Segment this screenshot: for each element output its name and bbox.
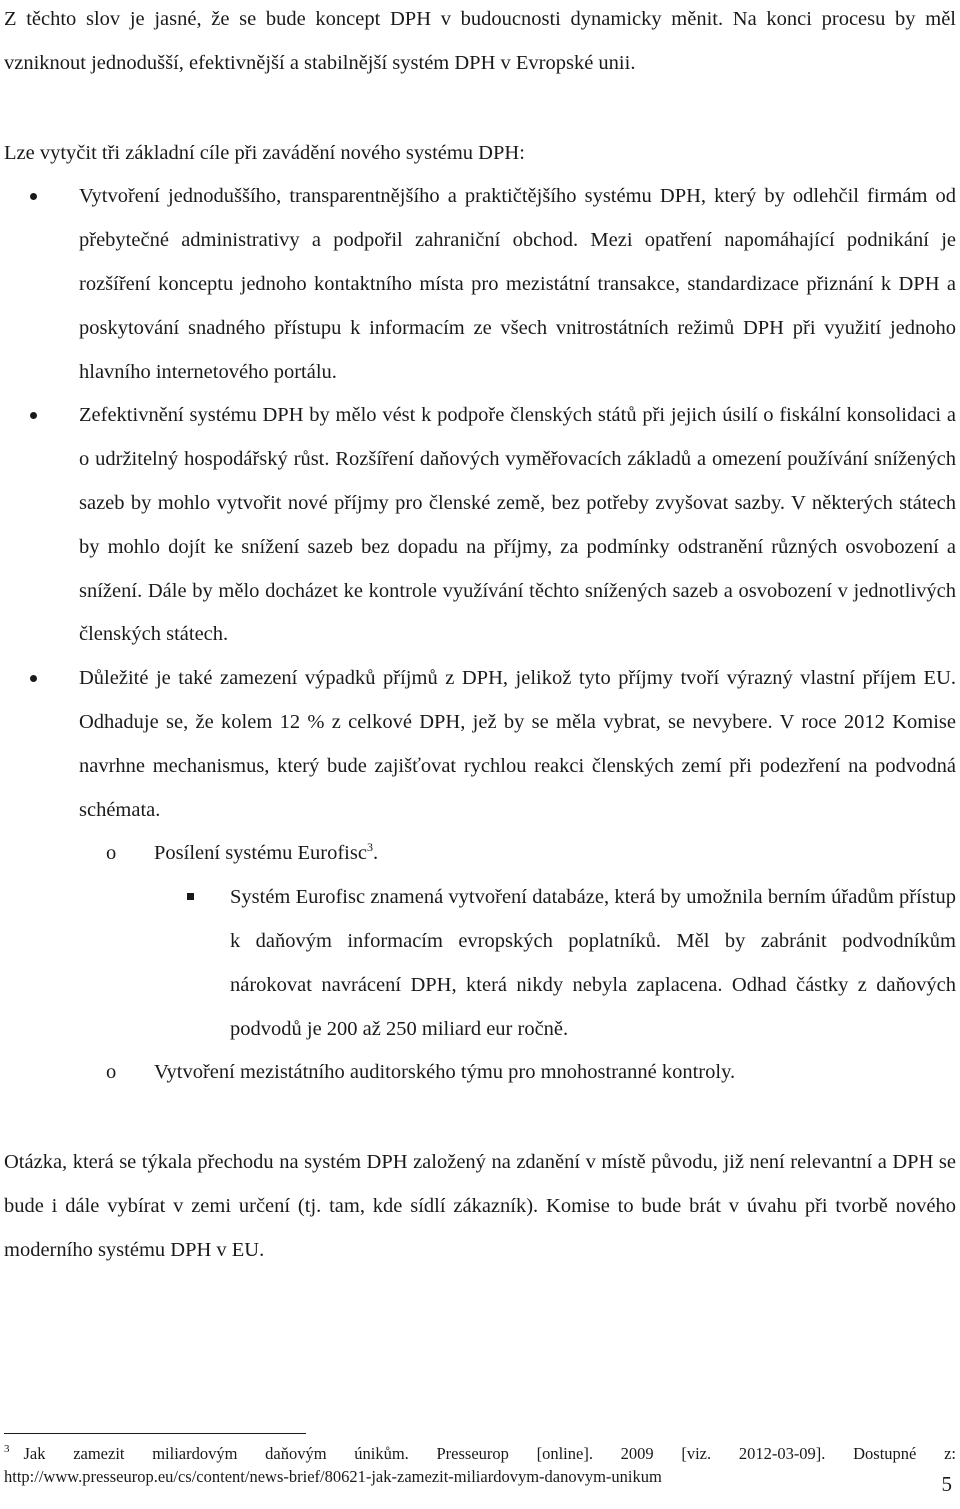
footnote-text: Jak zamezit miliardovým daňovým únikům. Presseurop [online]. 2009 [viz. 2012-03-09]. Dostupné z: http://www.presseurop.eu/cs/content/news-brief/80621-jak-zamezit-miliardovym-danovym-unikum <box>4 1444 956 1486</box>
footnote-number: 3 <box>4 1443 10 1455</box>
sub-item-end: . <box>372 842 379 865</box>
sub-list-item <box>4 832 956 876</box>
list-item-text: Vytvoření jednoduššího, transparentnějšího a praktičtějšího systému DPH, který by odlehčil firmám od přebytečné administrativy a podpořil zahraniční obchod. Mezi opatření napomáhající podnikání je rozšíření konceptu jednoho kontaktního místa pro mezistátní transakce, standardizace přiznání k DPH a poskytování snadného přístupu k informacím ze všech vnitrostátních režimů DPH při využití jednoho hlavního internetového portálu. <box>79 185 956 383</box>
sub-sub-list-item <box>4 876 956 1051</box>
goals-list <box>4 175 956 832</box>
document-page <box>4 0 956 1273</box>
footnote-divider <box>4 1433 306 1434</box>
intro-paragraph: Z těchto slov je jasné, že se bude koncept DPH v budoucnosti dynamicky měnit. Na konci procesu by měl vzniknout jednodušší, efektivnější a stabilnější systém DPH v Evropské unii. <box>4 8 956 74</box>
goals-intro-paragraph: Lze vytyčit tři základní cíle při zavádění nového systému DPH: <box>4 141 525 164</box>
list-item <box>4 175 956 394</box>
square-bullet-icon <box>187 893 194 900</box>
closing-paragraph: Otázka, která se týkala přechodu na systém DPH založený na zdanění v místě původu, již není relevantní a DPH se bude i dále vybírat v zemi určení (tj. tam, kde sídlí zákazník). Komise to bude brát v úvahu při tvorbě nového moderního systému DPH v EU. <box>4 1151 956 1261</box>
circle-marker-icon: o <box>106 842 117 865</box>
list-item <box>4 394 956 657</box>
bullet-icon <box>30 193 37 200</box>
list-item-text: Důležité je také zamezení výpadků příjmů z DPH, jelikož tyto příjmy tvoří výrazný vlastní příjem EU. Odhaduje se, že kolem 12 % z celkové DPH, jež by se měla vybrat, se nevybere. V roce 2012 Komise navrhne mechanismus, který bude zajišťovat rychlou reakci členských zemí při podezření na podvodná schémata. <box>79 667 956 821</box>
sub-sub-list-item-text: Systém Eurofisc znamená vytvoření databáze, která by umožnila berním úřadům přístup k daňovým informacím evropských poplatníků. Měl by zabránit podvodníkům nárokovat navrácení DPH, která nikdy nebyla zaplacena. Odhad částky z daňových podvodů je 200 až 250 miliard eur ročně. <box>230 886 956 1040</box>
circle-marker-icon: o <box>106 1061 117 1084</box>
footnote <box>4 1442 956 1488</box>
sub-list-item-text: Vytvoření mezistátního auditorského týmu pro mnohostranné kontroly. <box>154 1061 736 1084</box>
footnote-reference: 3 <box>366 840 373 855</box>
sub-list-item <box>4 1051 956 1095</box>
sub-item-eurofisc: Posílení systému Eurofisc <box>154 842 367 865</box>
bullet-icon <box>30 412 37 419</box>
page-number: 5 <box>941 1472 952 1496</box>
list-item <box>4 657 956 832</box>
list-item-text: Zefektivnění systému DPH by mělo vést k podpoře členských států při jejich úsilí o fiskální konsolidaci a o udržitelný hospodářský růst. Rozšíření daňových vyměřovacích základů a omezení používání snížených sazeb by mohlo vytvořit nové příjmy pro členské země, bez potřeby zvyšovat sazby. V některých státech by mohlo dojít ke snížení sazeb bez dopadu na příjmy, za podmínky odstranění různých osvobození a snížení. Dále by mělo docházet ke kontrole využívání těchto snížených sazeb a osvobození v jednotlivých členských státech. <box>79 404 956 646</box>
sub-list-item-text <box>154 832 956 876</box>
bullet-icon <box>30 675 37 682</box>
